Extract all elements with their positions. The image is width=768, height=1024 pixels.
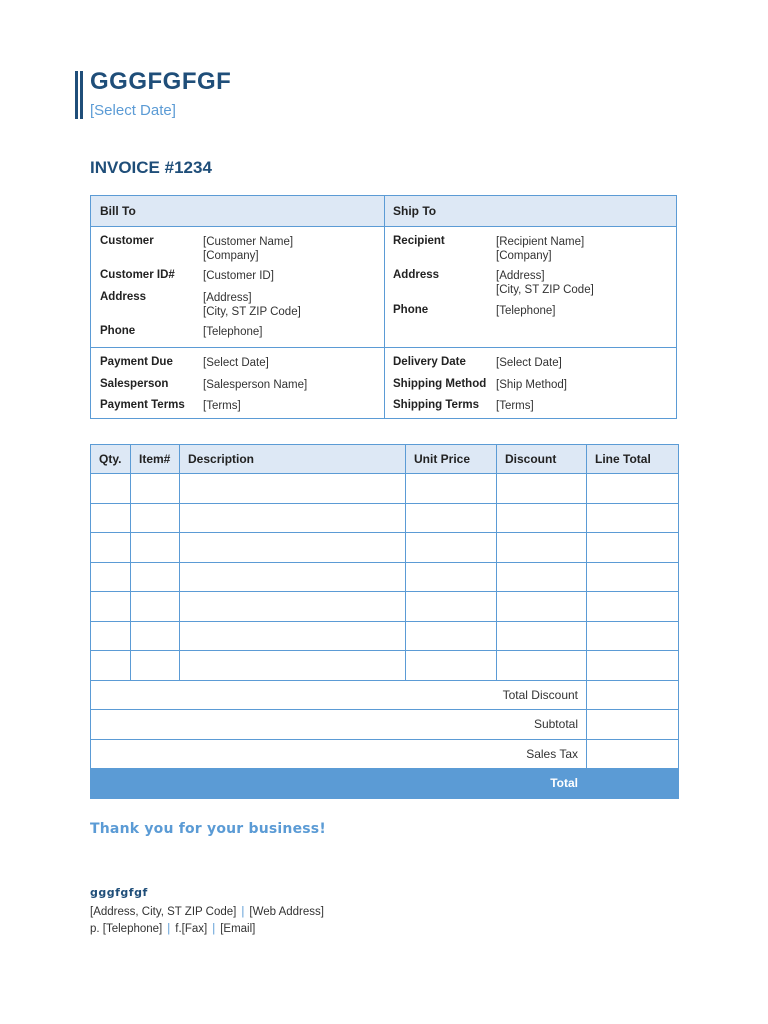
qty-cell[interactable] <box>91 474 131 504</box>
discount-cell[interactable] <box>497 503 587 533</box>
item-cell[interactable] <box>131 592 180 622</box>
discount-cell[interactable] <box>497 474 587 504</box>
footer-address-line <box>90 906 324 918</box>
table-row <box>91 621 679 651</box>
description-cell[interactable] <box>180 621 406 651</box>
bill-phone-label: Phone <box>100 325 136 337</box>
line-total-cell[interactable] <box>587 474 679 504</box>
item-cell[interactable] <box>131 651 180 681</box>
line-total-cell[interactable] <box>587 592 679 622</box>
shipping-terms-label: Shipping Terms <box>393 399 480 411</box>
unit-price-cell[interactable] <box>406 474 497 504</box>
footer-email[interactable]: [Email] <box>220 923 256 935</box>
discount-cell[interactable] <box>497 562 587 592</box>
ship-address-field[interactable]: [Address] <box>496 270 545 282</box>
ship-city-field[interactable]: [City, ST ZIP Code] <box>496 284 594 296</box>
footer-fax[interactable]: f.[Fax] <box>175 923 208 935</box>
item-cell[interactable] <box>131 533 180 563</box>
column-header-unit-price: Unit Price <box>406 445 497 474</box>
ship-phone-label: Phone <box>393 304 429 316</box>
column-header-description: Description <box>180 445 406 474</box>
total-row <box>91 769 679 799</box>
thank-you-message: Thank you for your business! <box>90 821 326 837</box>
shipping-method-field[interactable]: [Ship Method] <box>496 379 567 391</box>
recipient-label: Recipient <box>393 235 445 247</box>
customer-label: Customer <box>100 235 154 247</box>
ship-to-heading: Ship To <box>393 204 437 218</box>
customer-id-field[interactable]: [Customer ID] <box>203 270 274 282</box>
table-header-row <box>91 445 679 474</box>
column-header-line-total: Line Total <box>587 445 679 474</box>
description-cell[interactable] <box>180 474 406 504</box>
line-total-cell[interactable] <box>587 533 679 563</box>
line-total-cell[interactable] <box>587 562 679 592</box>
header-accent-bars <box>75 71 83 119</box>
total-discount-row <box>91 680 679 710</box>
footer-company-name: gggfgfgf <box>90 886 148 899</box>
ship-address-label: Address <box>393 269 440 281</box>
recipient-company-field[interactable]: [Company] <box>496 250 552 262</box>
footer-phone[interactable]: p. [Telephone] <box>90 923 163 935</box>
shipping-method-label: Shipping Method <box>393 378 487 390</box>
payment-terms-field[interactable]: [Terms] <box>203 400 241 412</box>
ship-phone-field[interactable]: [Telephone] <box>496 305 556 317</box>
footer-web-address[interactable]: [Web Address] <box>249 906 324 918</box>
table-row <box>91 562 679 592</box>
item-cell[interactable] <box>131 562 180 592</box>
unit-price-cell[interactable] <box>406 562 497 592</box>
company-title: GGGFGFGF <box>90 68 232 95</box>
footer-separator: | <box>212 923 216 935</box>
discount-cell[interactable] <box>497 651 587 681</box>
table-row <box>91 592 679 622</box>
item-cell[interactable] <box>131 503 180 533</box>
total-value[interactable] <box>587 769 679 799</box>
customer-company-field[interactable]: [Company] <box>203 250 259 262</box>
customer-id-label: Customer ID# <box>100 269 175 281</box>
payment-due-label: Payment Due <box>100 356 173 368</box>
customer-name-field[interactable]: [Customer Name] <box>203 236 294 248</box>
bill-phone-field[interactable]: [Telephone] <box>203 326 263 338</box>
table-row <box>91 651 679 681</box>
column-header-discount: Discount <box>497 445 587 474</box>
qty-cell[interactable] <box>91 533 131 563</box>
unit-price-cell[interactable] <box>406 503 497 533</box>
unit-price-cell[interactable] <box>406 533 497 563</box>
bill-to-heading: Bill To <box>100 204 136 218</box>
discount-cell[interactable] <box>497 592 587 622</box>
recipient-name-field[interactable]: [Recipient Name] <box>496 236 585 248</box>
unit-price-cell[interactable] <box>406 621 497 651</box>
sales-tax-row <box>91 739 679 769</box>
delivery-date-field[interactable]: [Select Date] <box>496 357 562 369</box>
subtotal-value[interactable] <box>587 710 679 740</box>
footer-separator: | <box>241 906 245 918</box>
discount-cell[interactable] <box>497 533 587 563</box>
payment-terms-label: Payment Terms <box>100 399 185 411</box>
sales-tax-label: Sales Tax <box>91 739 587 769</box>
total-discount-value[interactable] <box>587 680 679 710</box>
unit-price-cell[interactable] <box>406 592 497 622</box>
total-label: Total <box>91 769 587 799</box>
description-cell[interactable] <box>180 503 406 533</box>
description-cell[interactable] <box>180 651 406 681</box>
sales-tax-value[interactable] <box>587 739 679 769</box>
description-cell[interactable] <box>180 562 406 592</box>
subtotal-row <box>91 710 679 740</box>
qty-cell[interactable] <box>91 621 131 651</box>
footer-contact-line <box>90 923 255 935</box>
unit-price-cell[interactable] <box>406 651 497 681</box>
shipping-terms-field[interactable]: [Terms] <box>496 400 534 412</box>
item-cell[interactable] <box>131 474 180 504</box>
line-total-cell[interactable] <box>587 503 679 533</box>
footer-separator: | <box>167 923 171 935</box>
header-date-field[interactable]: [Select Date] <box>90 102 176 119</box>
table-row <box>91 503 679 533</box>
table-row <box>91 474 679 504</box>
total-discount-label: Total Discount <box>91 680 587 710</box>
subtotal-label: Subtotal <box>91 710 587 740</box>
line-total-cell[interactable] <box>587 621 679 651</box>
salesperson-field[interactable]: [Salesperson Name] <box>203 379 308 391</box>
table-row <box>91 533 679 563</box>
bill-address-field[interactable]: [Address] <box>203 292 252 304</box>
qty-cell[interactable] <box>91 562 131 592</box>
line-items-table <box>90 444 679 799</box>
description-cell[interactable] <box>180 533 406 563</box>
qty-cell[interactable] <box>91 503 131 533</box>
payment-due-field[interactable]: [Select Date] <box>203 357 269 369</box>
qty-cell[interactable] <box>91 651 131 681</box>
delivery-date-label: Delivery Date <box>393 356 466 368</box>
invoice-title: INVOICE #1234 <box>90 158 212 177</box>
item-cell[interactable] <box>131 621 180 651</box>
description-cell[interactable] <box>180 592 406 622</box>
line-total-cell[interactable] <box>587 651 679 681</box>
column-header-qty: Qty. <box>91 445 131 474</box>
column-header-item: Item# <box>131 445 180 474</box>
discount-cell[interactable] <box>497 621 587 651</box>
qty-cell[interactable] <box>91 592 131 622</box>
bill-ship-info-box <box>90 195 677 419</box>
footer-address[interactable]: [Address, City, ST ZIP Code] <box>90 906 237 918</box>
salesperson-label: Salesperson <box>100 378 169 390</box>
bill-city-field[interactable]: [City, ST ZIP Code] <box>203 306 301 318</box>
bill-address-label: Address <box>100 291 147 303</box>
